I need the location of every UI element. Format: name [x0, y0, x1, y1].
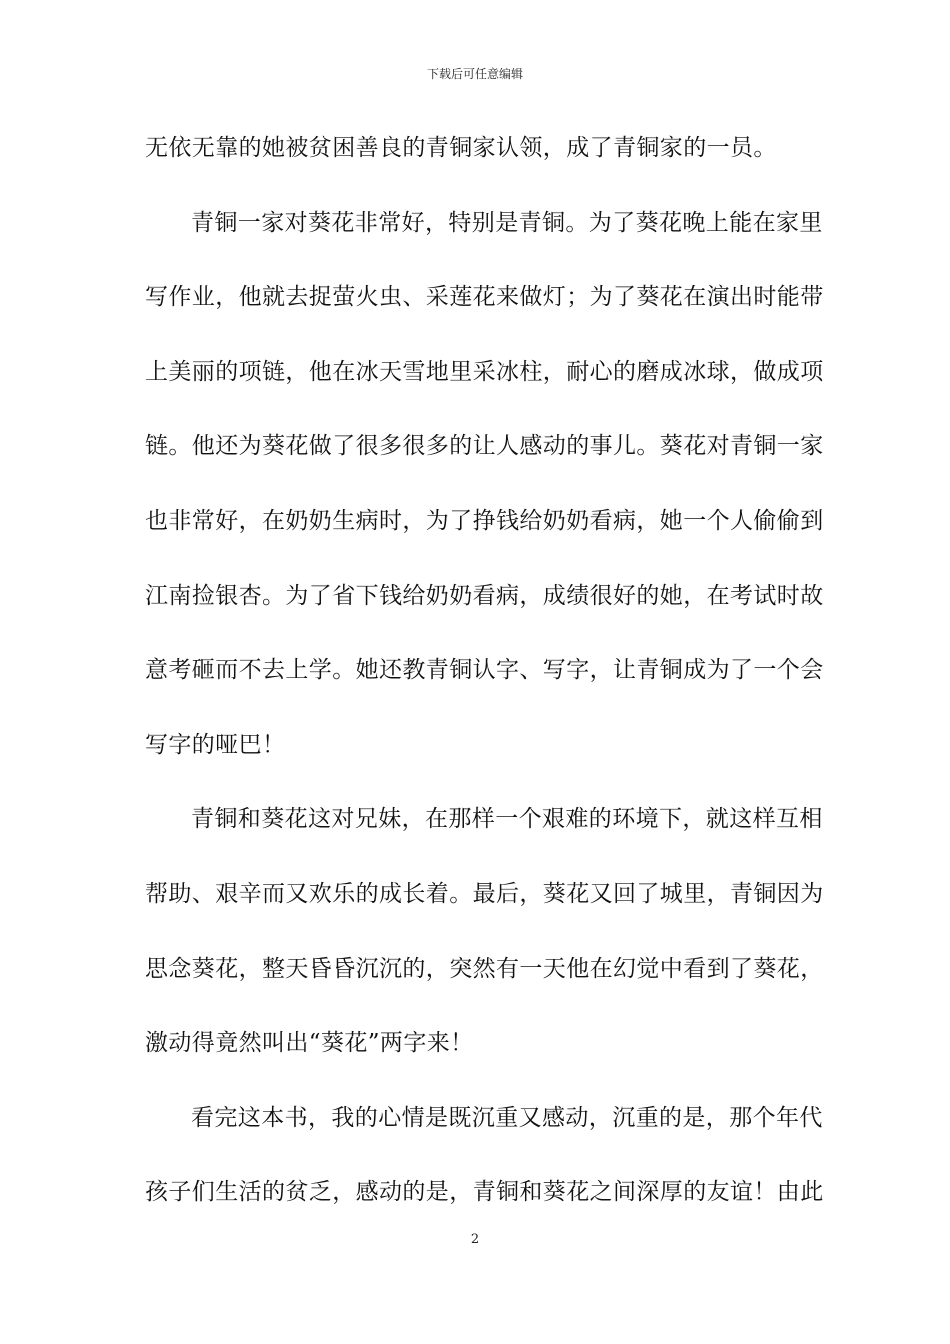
text-line: 意考砸而不去上学。她还教青铜认字、写字，让青铜成为了一个会 [145, 657, 824, 684]
text-line: 激动得竟然叫出“葵花”两字来！ [145, 1030, 474, 1057]
text-line: 孩子们生活的贫乏，感动的是，青铜和葵花之间深厚的友谊！由此 [145, 1179, 824, 1206]
text-line: 写作业，他就去捉萤火虫、采莲花来做灯；为了葵花在演出时能带 [145, 284, 824, 311]
text-line: 江南捡银杏。为了省下钱给奶奶看病，成绩很好的她，在考试时故 [145, 582, 824, 609]
page-number: 2 [470, 1232, 480, 1247]
text-line: 帮助、艰辛而又欢乐的成长着。最后，葵花又回了城里，青铜因为 [145, 880, 824, 907]
text-line: 无依无靠的她被贫困善良的青铜家认领，成了青铜家的一员。 [145, 135, 777, 161]
page-header: 下载后可任意编辑 [426, 67, 523, 81]
paragraph-first-line: 看完这本书，我的心情是既沉重又感动，沉重的是，那个年代 [191, 1104, 823, 1131]
document-body [145, 128, 824, 1247]
paragraph-first-line: 青铜一家对葵花非常好，特别是青铜。为了葵花晚上能在家里 [191, 209, 823, 236]
text-line: 思念葵花，整天昏昏沉沉的，突然有一天他在幻觉中看到了葵花， [145, 955, 824, 982]
text-line: 也非常好，在奶奶生病时，为了挣钱给奶奶看病，她一个人偷偷到 [145, 507, 824, 534]
text-line: 链。他还为葵花做了很多很多的让人感动的事儿。葵花对青铜一家 [145, 433, 824, 460]
text-line: 写字的哑巴！ [145, 731, 286, 758]
text-line: 上美丽的项链，他在冰天雪地里采冰柱，耐心的磨成冰球，做成项 [145, 358, 824, 385]
paragraph-first-line: 青铜和葵花这对兄妹，在那样一个艰难的环境下，就这样互相 [191, 806, 823, 833]
